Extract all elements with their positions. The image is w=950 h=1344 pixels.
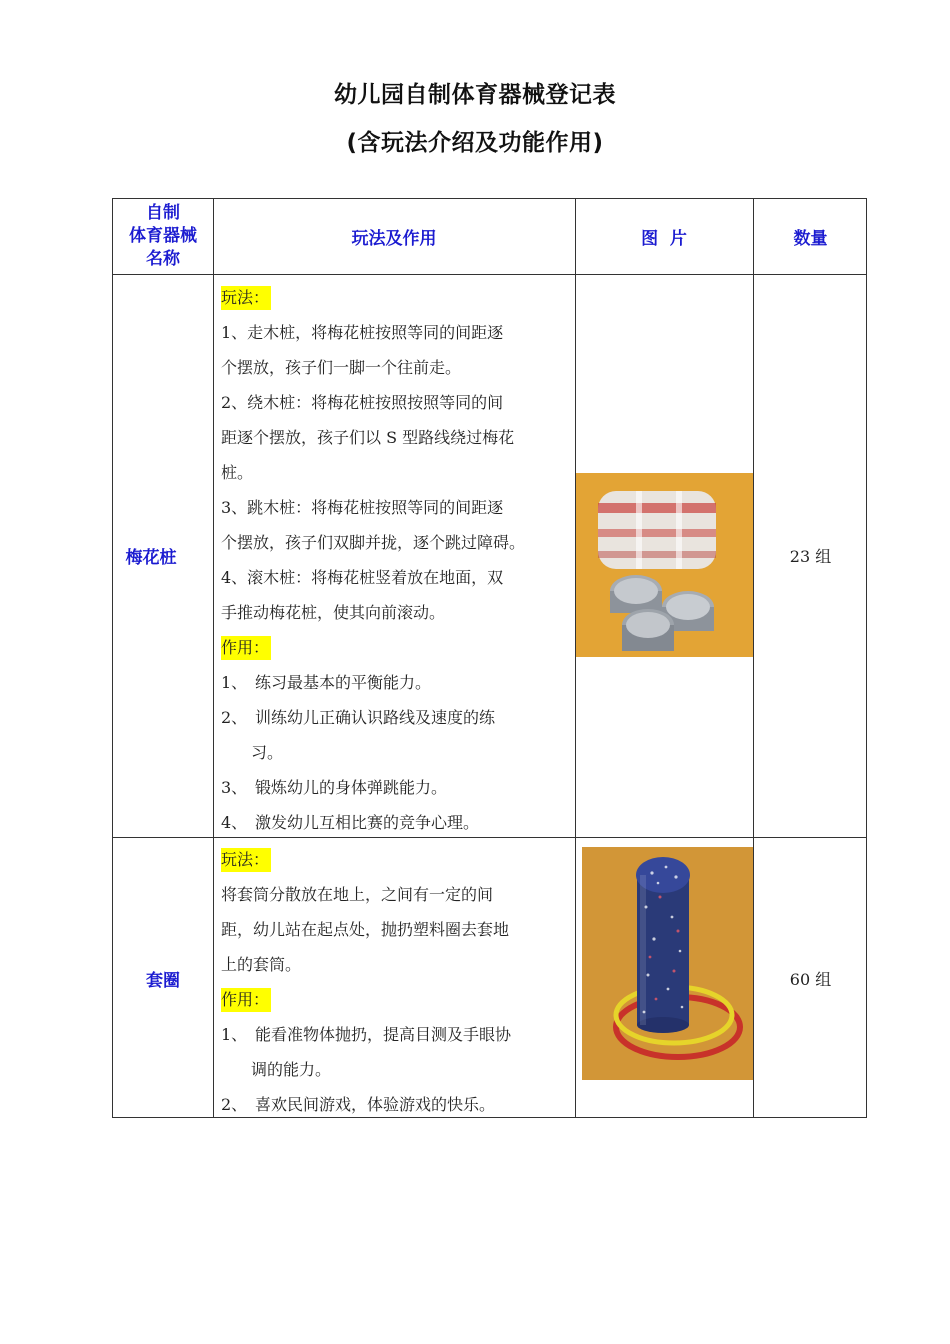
- effect-number: 4、: [221, 813, 248, 832]
- effect-number: 1、: [221, 1025, 248, 1044]
- header-picture: [575, 199, 753, 274]
- play-line: 手推动梅花桩，使其向前滚动。: [221, 603, 446, 622]
- effect-number: 1、: [221, 673, 248, 692]
- column-divider: [575, 199, 576, 1117]
- play-line: 3、跳木桩：将梅花桩按照等同的间距逐: [221, 498, 504, 517]
- quantity-value: 23 组: [789, 547, 832, 566]
- effect-text: 锻炼幼儿的身体弹跳能力。: [255, 778, 448, 797]
- effect-item: [221, 770, 525, 805]
- play-line: 距逐个摆放，孩子们以 S 型路线绕过梅花: [221, 428, 515, 447]
- registration-table: [112, 198, 867, 1118]
- row2-name: [113, 837, 213, 1119]
- header-quantity: [753, 199, 868, 274]
- effect-item: [221, 1052, 511, 1087]
- effect-label: 作用：: [221, 988, 271, 1012]
- play-line: 个摆放，孩子们一脚一个往前走。: [221, 358, 462, 377]
- effect-item: [221, 805, 525, 840]
- effect-item: [221, 1087, 511, 1122]
- play-line: 桩。: [221, 463, 254, 482]
- effect-text: 调的能力。: [251, 1060, 332, 1079]
- header-usage-label: 玩法及作用: [351, 229, 437, 249]
- effect-text: 能看准物体抛扔，提高目测及手眼协: [255, 1025, 512, 1044]
- header-quantity-label: 数量: [793, 229, 828, 249]
- effect-number: 2、: [221, 1095, 248, 1114]
- play-line: 个摆放，孩子们双脚并拢，逐个跳过障碍。: [221, 533, 526, 552]
- header-name-line: 名称: [146, 249, 180, 269]
- document-title: 幼儿园自制体育器械登记表: [334, 82, 616, 108]
- equipment-name: 梅花桩: [125, 548, 177, 568]
- effect-item: [221, 700, 525, 735]
- row1-usage: [221, 280, 525, 840]
- effect-number: 3、: [221, 778, 248, 797]
- effect-text: 训练幼儿正确认识路线及速度的练: [255, 708, 496, 727]
- effect-text: 练习最基本的平衡能力。: [255, 673, 432, 692]
- play-label: 玩法：: [221, 848, 271, 872]
- play-line: 4、滚木桩：将梅花桩竖着放在地面，双: [221, 568, 504, 587]
- play-line: 2、绕木桩：将梅花桩按照按照等同的间: [221, 393, 504, 412]
- header-name-line: 体育器械: [129, 226, 197, 246]
- play-label: 玩法：: [221, 286, 271, 310]
- ring-toss-photo: [582, 847, 753, 1080]
- document-subtitle: (含玩法介绍及功能作用): [346, 130, 604, 156]
- effect-item: [221, 735, 525, 770]
- row2-quantity: [753, 837, 868, 1119]
- equipment-name: 套圈: [146, 970, 180, 991]
- effect-item: [221, 1017, 511, 1052]
- effect-text: 习。: [251, 743, 284, 762]
- row1-name: [113, 274, 189, 837]
- header-usage: [213, 199, 575, 274]
- column-divider: [213, 199, 214, 1117]
- effect-text: 喜欢民间游戏，体验游戏的快乐。: [255, 1095, 496, 1114]
- plum-stake-photo: [576, 473, 753, 657]
- header-name: [113, 199, 213, 274]
- header-picture-label: 图 片: [641, 229, 687, 249]
- row1-quantity: [753, 274, 868, 837]
- effect-text: 激发幼儿互相比赛的竞争心理。: [255, 813, 480, 832]
- effect-item: [221, 665, 525, 700]
- effect-label: 作用：: [221, 636, 271, 660]
- play-line: 距，幼儿站在起点处，抛扔塑料圈去套地: [221, 920, 510, 939]
- play-line: 1、走木桩，将梅花桩按照等同的间距逐: [221, 323, 504, 342]
- effect-number: 2、: [221, 708, 248, 727]
- header-name-line: 自制: [146, 203, 180, 223]
- row2-usage: [221, 842, 511, 1122]
- play-line: 将套筒分散放在地上，之间有一定的间: [221, 885, 494, 904]
- play-line: 上的套筒。: [221, 955, 302, 974]
- quantity-value: 60 组: [789, 969, 832, 989]
